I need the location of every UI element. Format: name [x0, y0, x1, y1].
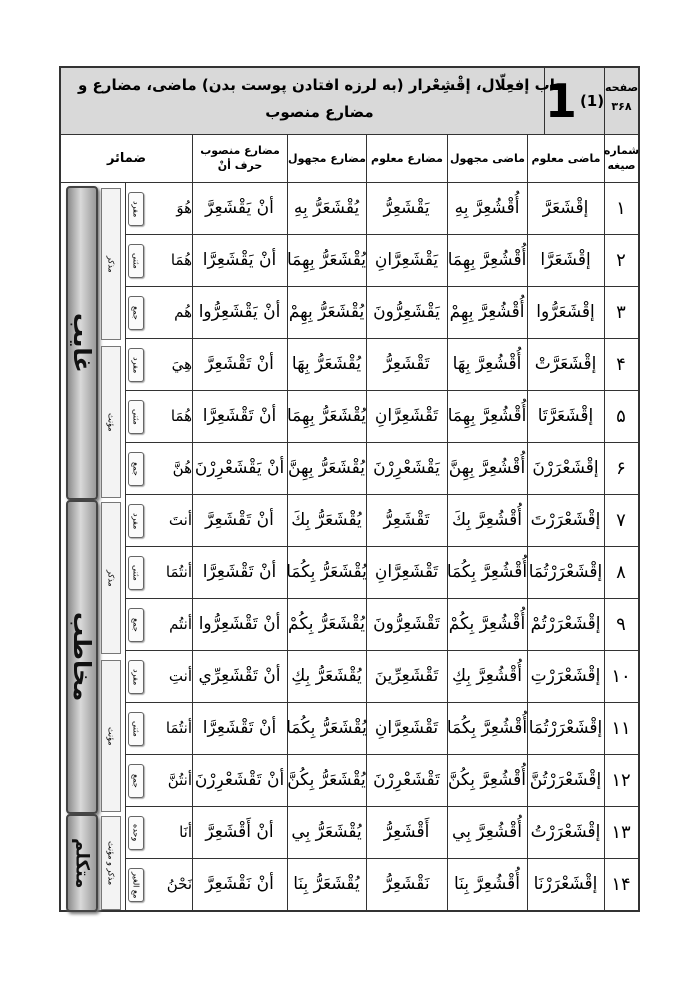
- gender-muzakkar-ghaib: مذکر: [101, 188, 121, 340]
- madi-maloom-cell: إقْشَعَرَّتَا: [537, 406, 594, 426]
- row-number: ۲: [616, 249, 626, 271]
- number-badge: مفرد: [128, 660, 144, 694]
- page-title: باب إفعِلّال، إقْشِعْرار (به لرزه افتادن پوست بدن) ماضی، مضارع و مضارع منصوب: [78, 76, 561, 121]
- number-badge: مفرد: [128, 504, 144, 538]
- mudari-mansoob-cell: أنْ تَقْشَعِرِّي: [198, 666, 281, 686]
- mudari-mansoob-cell: أنْ يَقْشَعِرُّوا: [198, 302, 281, 322]
- row-number: ۱۳: [611, 821, 631, 843]
- madi-majhool-cell: أُقْشُعِرَّ بِكُمَا: [446, 562, 528, 582]
- mudari-majhool-cell: يُقْشَعَرُّ بِهِنَّ: [288, 458, 365, 478]
- page-label: صفحه: [605, 81, 639, 94]
- pronoun-cell: أنتُمَا: [165, 719, 192, 737]
- sub-number: (1): [579, 92, 605, 110]
- mudari-mansoob-cell: أنْ أَقْشَعِرَّ: [205, 822, 274, 842]
- mudari-maloom-cell: تَقْشَعِرُّ: [383, 510, 430, 530]
- mansoob-label: مضارع منصوب: [200, 144, 280, 157]
- mudari-maloom-cell: تَقْشَعِرِّينَ: [374, 666, 439, 686]
- row-number: ۱۱: [611, 717, 631, 739]
- mudari-majhool-cell: يُقْشَعَرُّ بِهِمَا: [286, 406, 367, 426]
- mudari-maloom-cell: تَقْشَعِرُّونَ: [373, 614, 440, 634]
- madi-maloom-cell: إقْشَعْرَرْتُنَّ: [529, 770, 602, 790]
- madi-maloom-cell: إقْشَعْرَرْتَ: [530, 510, 601, 530]
- mudari-majhool-cell: يُقْشَعَرُّ بِهَا: [291, 354, 362, 374]
- pronoun-cell: هُمَا: [170, 251, 192, 269]
- row-number: ۸: [616, 561, 626, 583]
- number-badge: مفرد: [128, 192, 144, 226]
- mudari-mansoob-cell: أنْ تَقْشَعِرَّ: [205, 354, 274, 374]
- mudari-mansoob-cell: أنْ يَقْشَعْرِرْنَ: [194, 458, 285, 478]
- mudari-maloom-cell: تَقْشَعِرَّانِ: [374, 562, 439, 582]
- row-number: ۵: [616, 405, 626, 427]
- gender-muzakkar-mukhatab: مذکر: [101, 502, 121, 654]
- madi-majhool-cell: أُقْشُعِرَّ بِكُمْ: [448, 614, 526, 634]
- madi-majhool-cell: أُقْشُعِرَّ بِهِمْ: [449, 302, 525, 322]
- pronoun-cell: أنتِ: [168, 667, 192, 685]
- conjugation-table: [59, 66, 640, 912]
- madi-maloom-cell: إقْشَعْرَرْتُمَا: [528, 562, 603, 582]
- pronoun-cell: هُمَا: [170, 407, 192, 425]
- mudari-maloom-cell: تَقْشَعِرَّانِ: [374, 718, 439, 738]
- pronoun-cell: أنتَ: [168, 511, 192, 529]
- mudari-majhool-cell: يُقْشَعَرُّ بِي: [291, 822, 362, 842]
- madi-majhool-cell: أُقْشُعِرَّ بِهِمَا: [447, 250, 527, 270]
- mudari-mansoob-cell: أنْ نَقْشَعِرَّ: [205, 874, 274, 894]
- gender-muannath-ghaib: مؤنث: [101, 346, 121, 498]
- group-mutakallim: متکلم: [66, 814, 98, 912]
- number-badge: جمع: [128, 608, 144, 642]
- page-number-box: [604, 68, 638, 134]
- madi-maloom-cell: إقْشَعَرُّوا: [536, 302, 595, 322]
- madi-maloom-cell: إقْشَعَرَّا: [540, 250, 591, 270]
- mudari-maloom-cell: يَقْشَعِرُّونَ: [373, 302, 440, 322]
- pronoun-cell: هُم: [174, 303, 192, 321]
- mudari-maloom-cell: أَقْشَعِرُّ: [383, 822, 430, 842]
- row-number: ۱: [616, 197, 626, 219]
- mudari-maloom-cell: يَقْشَعِرَّانِ: [374, 250, 439, 270]
- mudari-majhool-cell: يُقْشَعَرُّ بِكُنَّ: [287, 770, 366, 790]
- number-badge: مثنی: [128, 556, 144, 590]
- mudari-maloom-cell: تَقْشَعِرَّانِ: [374, 406, 439, 426]
- row-number: ۱۴: [611, 873, 631, 895]
- row-number: ۷: [616, 509, 626, 531]
- pronoun-cell: هُوَ: [176, 199, 192, 217]
- mudari-mansoob-cell: أنْ تَقْشَعِرُّوا: [198, 614, 281, 634]
- madi-majhool-cell: أُقْشُعِرَّ بِهِ: [454, 198, 520, 218]
- mudari-majhool-cell: يُقْشَعَرُّ بِهِمْ: [288, 302, 365, 322]
- mudari-mansoob-cell: أنْ تَقْشَعِرَّا: [202, 406, 277, 426]
- madi-majhool-cell: أُقْشُعِرَّ بِهَا: [452, 354, 522, 374]
- col-mudari-mansoob-header: [192, 134, 287, 182]
- mudari-mansoob-cell: أنْ تَقْشَعِرَّ: [205, 510, 274, 530]
- madi-maloom-cell: إقْشَعْرَرْتُ: [530, 822, 601, 842]
- madi-maloom-cell: إقْشَعْرَرْنَا: [533, 874, 598, 894]
- madi-majhool-cell: أُقْشُعِرَّ بِهِمَا: [447, 406, 527, 426]
- table-header: [61, 68, 638, 135]
- number-badge: مع الغیر: [128, 868, 144, 902]
- gender-both-mutakallim: مذکر و مؤنث: [101, 816, 121, 910]
- mudari-mansoob-cell: أنْ يَقْشَعِرَّ: [205, 198, 274, 218]
- row-number: ۱۰: [611, 665, 631, 687]
- mudari-maloom-cell: تَقْشَعْرِرْنَ: [373, 770, 440, 790]
- pronoun-cell: أنتُمَا: [165, 563, 192, 581]
- number-badge: مثنی: [128, 244, 144, 278]
- gender-muannath-mukhatab: مؤنث: [101, 660, 121, 812]
- mudari-mansoob-cell: أنْ يَقْشَعِرَّا: [202, 250, 277, 270]
- madi-majhool-cell: أُقْشُعِرَّ بِنَا: [453, 874, 521, 894]
- madi-maloom-cell: إقْشَعْرَرْتُمْ: [530, 614, 601, 634]
- row-number: ۹: [616, 613, 626, 635]
- mudari-majhool-cell: يُقْشَعَرُّ بِهِ: [293, 198, 360, 218]
- mudari-majhool-cell: يُقْشَعَرُّ بِكَ: [291, 510, 362, 530]
- col-madi-majhool-header: ماضی مجهول: [447, 134, 527, 182]
- row-number: ۱۲: [611, 769, 631, 791]
- mudari-maloom-cell: تَقْشَعِرُّ: [383, 354, 430, 374]
- col-mudari-maloom-header: مضارع معلوم: [366, 134, 447, 182]
- mudari-maloom-cell: يَقْشَعْرِرْنَ: [373, 458, 440, 478]
- col-pronouns-header: ضمائر: [106, 150, 147, 166]
- madi-majhool-cell: أُقْشُعِرَّ بِكِ: [451, 666, 523, 686]
- madi-majhool-cell: أُقْشُعِرَّ بِكُنَّ: [447, 770, 527, 790]
- col-madi-maloom-header: ماضی معلوم: [527, 134, 604, 182]
- mudari-mansoob-cell: أنْ تَقْشَعْرِرْنَ: [194, 770, 285, 790]
- mudari-majhool-cell: يُقْشَعَرُّ بِكِ: [291, 666, 362, 686]
- mudari-maloom-cell: يَقْشَعِرُّ: [383, 198, 430, 218]
- big-number: 1: [544, 74, 577, 128]
- number-badge: جمع: [128, 452, 144, 486]
- mudari-majhool-cell: يُقْشَعَرُّ بِكُمْ: [288, 614, 365, 634]
- pronoun-cell: أنتُنَّ: [167, 771, 192, 789]
- group-ghaib: غایب: [66, 186, 98, 500]
- divider: [61, 910, 638, 911]
- group-mukhatab: مخاطب: [66, 500, 98, 814]
- mudari-majhool-cell: يُقْشَعَرُّ بِكُمَا: [286, 718, 367, 738]
- number-badge: مفرد: [128, 348, 144, 382]
- pronoun-cell: هُنَّ: [172, 459, 192, 477]
- mudari-mansoob-cell: أنْ تَقْشَعِرَّا: [202, 562, 277, 582]
- mudari-maloom-cell: نَقْشَعِرُّ: [383, 874, 430, 894]
- row-number: ۳: [616, 301, 626, 323]
- number-badge: جمع: [128, 764, 144, 798]
- madi-majhool-cell: أُقْشُعِرَّ بِي: [452, 822, 522, 842]
- mudari-majhool-cell: يُقْشَعَرُّ بِهِمَا: [286, 250, 367, 270]
- mansoob-sublabel: حرف أنْ: [217, 159, 263, 172]
- number-badge: وحده: [128, 816, 144, 850]
- pronoun-cell: هِيَ: [171, 355, 192, 373]
- col-number-header: شماره صیغه: [604, 134, 638, 182]
- mudari-majhool-cell: يُقْشَعَرُّ بِكُمَا: [286, 562, 367, 582]
- mudari-majhool-cell: يُقْشَعَرُّ بِنَا: [293, 874, 360, 894]
- pronoun-cell: أنَا: [179, 823, 192, 841]
- row-number: ۶: [616, 457, 626, 479]
- madi-majhool-cell: أُقْشُعِرَّ بِهِنَّ: [448, 458, 526, 478]
- number-badge: مثنی: [128, 712, 144, 746]
- mudari-mansoob-cell: أنْ تَقْشَعِرَّا: [202, 718, 277, 738]
- page-number: ۳۶۸: [611, 100, 632, 113]
- madi-maloom-cell: إقْشَعْرَرْتُمَا: [528, 718, 603, 738]
- madi-maloom-cell: إقْشَعَرَّتْ: [534, 354, 597, 374]
- pronoun-cell: أنتُم: [169, 615, 192, 633]
- pronoun-cell: نَحْنُ: [166, 875, 192, 893]
- madi-majhool-cell: أُقْشُعِرَّ بِكَ: [451, 510, 523, 530]
- madi-maloom-cell: إقْشَعَرَّ: [542, 198, 589, 218]
- row-number: ۴: [616, 353, 626, 375]
- madi-majhool-cell: أُقْشُعِرَّ بِكُمَا: [446, 718, 528, 738]
- madi-maloom-cell: إقْشَعْرَرْتِ: [530, 666, 601, 686]
- number-badge: جمع: [128, 296, 144, 330]
- number-badge: مثنی: [128, 400, 144, 434]
- col-mudari-majhool-header: مضارع مجهول: [287, 134, 366, 182]
- madi-maloom-cell: إقْشَعْرَرْنَ: [532, 458, 599, 478]
